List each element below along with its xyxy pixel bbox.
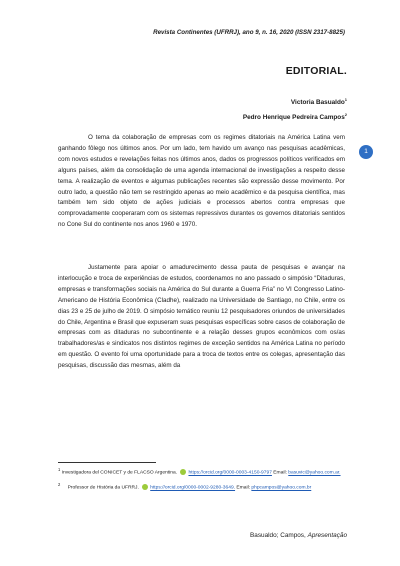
email-link-2[interactable]: phpcampos@yahoo.com.br: [251, 485, 312, 491]
paragraph-2: Justamente para apoiar o amadurecimento dessa pauta de pesquisas e avançar na interlocução e troca de experiências de estudos, coordenamos no ano passado o simpósio “Ditaduras, empresas e transformações sociais na América do Sul durante a Guerra Fria” no VI Congresso Latino-Americano de História Econômica (Cladhe), realizado na Universidade de Santiago, no Chile, entre os dias 23 e 25 de julho de 2019. O simpósio temático reuniu 12 pesquisadores oriundos de universidades do Chile, Argentina e Brasil que expuseram suas pesquisas específicas sobre casos de colaboração de empresas com as ditaduras no subcontinente e a relação desses grupos econômicos com os/as trabalhadores/as e sindicatos nos distintos regimes de exceção sentidos na América Latina no período em questão. O evento foi uma oportunidade para a troca de textos entre os colegas, apresentação das pesquisas, discussão das mesmas, além da: [58, 264, 345, 370]
orcid-link-1[interactable]: https://orcid.org/0000-0003-4150-9797: [188, 470, 272, 476]
footnotes: [58, 466, 345, 493]
orcid-icon: [180, 469, 186, 475]
footnote-ref-1[interactable]: 1: [344, 97, 347, 102]
page-number-badge: 1: [359, 145, 373, 159]
author-2: Pedro Henrique Pedreira Campos$^2$: [242, 112, 347, 122]
footnote-2: $^2$ Professor de História da UFRRJ. https://orcid.org/0000-0002-9280-3649. Email: phpcampos@yahoo.com.br: [58, 482, 312, 491]
paragraph-1: O tema da colaboração de empresas com os regimes ditatoriais na América Latina vem ganhando fôlego nos últimos anos. Por um lado, tem havido um avanço nas pesquisas acadêmicas, com novos estudos e revelações feitas nos últimos anos, dados os progressos políticos verificados em alguns países, além da consolidação de uma agenda internacional de investigações a respeito desse tema. A realização de eventos e algumas publicações recentes são expressão desse movimento. Por outro lado, a questão não tem se restringido apenas ao meio acadêmico e da pesquisa científica, mas também tem sido objeto de ações judiciais e processos abertos contra empresas que comprovadamente cooperaram com os sistemas repressivos durantes os governos ditatoriais sentidos no Cone Sul do continente nos anos 1960 e 1970.: [58, 134, 345, 229]
footnote-1: $^1$ Investigadora del CONICET y de FLACSO Argentina. https://orcid.org/0000-0003-4150-9797 Email: basuvic@yahoo.com.ar.: [58, 467, 341, 476]
footnote-divider: [58, 462, 156, 463]
footnote-ref-2[interactable]: 2: [344, 112, 347, 118]
email-link-1[interactable]: basuvic@yahoo.com.ar.: [288, 470, 341, 476]
page-footer: Basualdo; Campos, Apresentação: [250, 532, 347, 539]
page-title: EDITORIAL.: [285, 65, 347, 77]
author-list: [60, 94, 347, 124]
author-1: Victoria Basualdo$^1$: [290, 97, 347, 107]
journal-header: Revista Continentes (UFRRJ), ano 9, n. 16, 2020 (ISSN 2317-8825): [153, 29, 345, 36]
orcid-icon: [142, 484, 148, 490]
orcid-link-2[interactable]: https://orcid.org/0000-0002-9280-3649.: [150, 485, 236, 491]
